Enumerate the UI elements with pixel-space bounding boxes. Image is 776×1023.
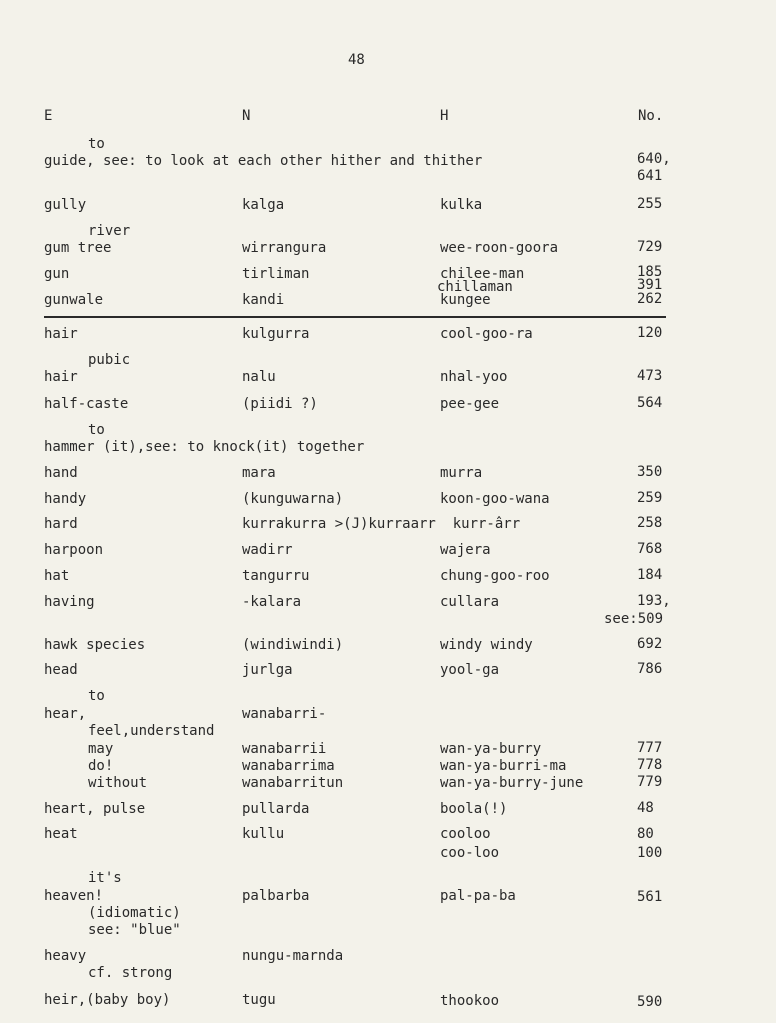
- entry-headword: gunwale: [44, 292, 104, 308]
- entry-number: 473: [637, 368, 663, 384]
- entry-subsense: do!: [88, 758, 114, 774]
- entry-note: cf. strong: [88, 965, 173, 981]
- entry-headword: gum tree: [44, 240, 112, 256]
- entry-h: cullara: [440, 594, 500, 610]
- entry-number: 391: [637, 277, 663, 293]
- entry-headword: harpoon: [44, 542, 104, 558]
- entry-n: kullu: [242, 826, 285, 842]
- entry-h: koon-goo-wana: [440, 491, 550, 507]
- entry-n: nungu-marnda: [242, 948, 344, 964]
- entry-h: kulka: [440, 197, 483, 213]
- entry-prefix: pubic: [88, 352, 131, 368]
- entry-prefix: it's: [88, 870, 122, 886]
- entry-h: yool-ga: [440, 662, 500, 678]
- entry-number: 259: [637, 490, 663, 506]
- entry-headword: heir,(baby boy): [44, 992, 171, 1008]
- entry-number: 786: [637, 661, 663, 677]
- entry-note: (idiomatic): [88, 905, 181, 921]
- entry-number: 48: [637, 800, 654, 816]
- entry-headword: having: [44, 594, 95, 610]
- entry-h: chilee-man: [440, 266, 525, 282]
- entry-prefix: river: [88, 223, 131, 239]
- entry-number: 692: [637, 636, 663, 652]
- entry-number: 778: [637, 757, 663, 773]
- entry-h: wan-ya-burry-june: [440, 775, 584, 791]
- entry-number: 640,: [637, 151, 671, 167]
- header-h: H: [440, 108, 449, 124]
- entry-number: 768: [637, 541, 663, 557]
- entry-number: 729: [637, 239, 663, 255]
- entry-headword: hard: [44, 516, 78, 532]
- entry-h: pee-gee: [440, 396, 500, 412]
- entry-number: 193,: [637, 593, 671, 609]
- entry-h: murra: [440, 465, 483, 481]
- entry-n: kalga: [242, 197, 285, 213]
- entry-number: 641: [637, 168, 663, 184]
- entry-h: cool-goo-ra: [440, 326, 533, 342]
- entry-number: 561: [637, 889, 663, 905]
- entry-number: 80: [637, 826, 654, 842]
- entry-number: 350: [637, 464, 663, 480]
- entry-n: wirrangura: [242, 240, 327, 256]
- entry-n: tirliman: [242, 266, 310, 282]
- entry-headword: hawk species: [44, 637, 146, 653]
- entry-h: wee-roon-goora: [440, 240, 559, 256]
- entry-headword: hat: [44, 568, 70, 584]
- entry-n: pullarda: [242, 801, 310, 817]
- entry-n: (piidi ?): [242, 396, 318, 412]
- entry-h: nhal-yoo: [440, 369, 508, 385]
- entry-number: 120: [637, 325, 663, 341]
- entry-h: wajera: [440, 542, 491, 558]
- entry-n: wadirr: [242, 542, 293, 558]
- entry-number: 779: [637, 774, 663, 790]
- entry-headword: hair: [44, 326, 78, 342]
- section-divider: [44, 316, 666, 318]
- entry-number: 258: [637, 515, 663, 531]
- entry-headword: heat: [44, 826, 78, 842]
- entry-n: kandi: [242, 292, 285, 308]
- entry-number: 262: [637, 291, 663, 307]
- entry-h: boola(!): [440, 801, 508, 817]
- entry-n: wanabarritun: [242, 775, 344, 791]
- entry-subsense: may: [88, 741, 114, 757]
- entry-headword: head: [44, 662, 78, 678]
- entry-n: kurrakurra >(J)kurraarr kurr-ârr: [242, 516, 521, 532]
- entry-number: 564: [637, 395, 663, 411]
- entry-number: see:509: [604, 611, 664, 627]
- entry-h: coo-loo: [440, 845, 500, 861]
- entry-prefix: to: [88, 136, 105, 152]
- entry-number: 100: [637, 845, 663, 861]
- entry-headword: heaven!: [44, 888, 104, 904]
- entry-prefix: to: [88, 688, 105, 704]
- entry-guide: guide, see: to look at each other hither and thither: [44, 153, 483, 169]
- entry-headword: hear,: [44, 706, 87, 722]
- entry-n: nalu: [242, 369, 276, 385]
- entry-h: pal-pa-ba: [440, 888, 516, 904]
- entry-headword: half-caste: [44, 396, 129, 412]
- entry-number: 185: [637, 264, 663, 280]
- entry-headword: gully: [44, 197, 87, 213]
- entry-headword: hair: [44, 369, 78, 385]
- entry-n: wanabarrii: [242, 741, 327, 757]
- entry-headword: heavy: [44, 948, 87, 964]
- header-no: No.: [638, 108, 664, 124]
- entry-prefix: to: [88, 422, 105, 438]
- entry-number: 255: [637, 196, 663, 212]
- header-n: N: [242, 108, 251, 124]
- entry-subsense: feel,understand: [88, 723, 215, 739]
- page-number: 48: [348, 52, 365, 68]
- entry-h: thookoo: [440, 993, 500, 1009]
- entry-n: wanabarri-: [242, 706, 327, 722]
- entry-h: chung-goo-roo: [440, 568, 550, 584]
- entry-n: tugu: [242, 992, 276, 1008]
- entry-h: wan-ya-burri-ma: [440, 758, 567, 774]
- entry-n: wanabarrima: [242, 758, 335, 774]
- entry-h: cooloo: [440, 826, 491, 842]
- header-e: E: [44, 108, 53, 124]
- entry-n: tangurru: [242, 568, 310, 584]
- entry-n: (kunguwarna): [242, 491, 344, 507]
- entry-n: mara: [242, 465, 276, 481]
- entry-number: 184: [637, 567, 663, 583]
- entry-subsense: without: [88, 775, 148, 791]
- entry-number: 590: [637, 994, 663, 1010]
- entry-number: 777: [637, 740, 663, 756]
- entry-h: chillaman: [437, 279, 513, 295]
- entry-n: jurlga: [242, 662, 293, 678]
- entry-h: windy windy: [440, 637, 533, 653]
- entry-hammer: hammer (it),see: to knock(it) together: [44, 439, 365, 455]
- entry-n: palbarba: [242, 888, 310, 904]
- entry-n: kulgurra: [242, 326, 310, 342]
- entry-headword: gun: [44, 266, 70, 282]
- entry-headword: handy: [44, 491, 87, 507]
- entry-n: -kalara: [242, 594, 302, 610]
- entry-h: wan-ya-burry: [440, 741, 542, 757]
- entry-h: kungee: [440, 292, 491, 308]
- entry-note: see: "blue": [88, 922, 181, 938]
- entry-n: (windiwindi): [242, 637, 344, 653]
- entry-headword: heart, pulse: [44, 801, 146, 817]
- entry-headword: hand: [44, 465, 78, 481]
